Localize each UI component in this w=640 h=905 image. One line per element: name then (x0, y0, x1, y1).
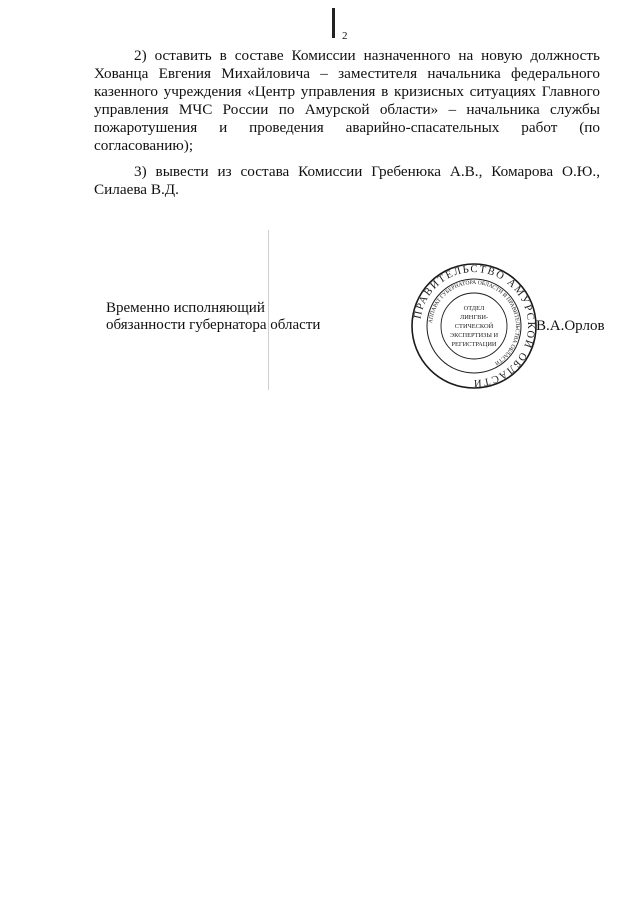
stamp-center-line-4: ЭКСПЕРТИЗЫ И (449, 332, 499, 339)
stamp-center-line-2: ЛИНГВИ- (459, 314, 489, 321)
signatory-title-line2: обязанности губернатора области (106, 317, 321, 333)
stamp-center-line-5: РЕГИСТРАЦИИ (451, 341, 497, 348)
signatory-name: В.А.Орлов (536, 318, 605, 334)
stamp-center-line-1: ОТДЕЛ (463, 305, 485, 312)
official-stamp (410, 262, 538, 390)
page-number: 2 (342, 30, 348, 42)
list-item-2: 2) оставить в составе Комиссии назначенного на новую должность Хованца Евгения Михайловича – заместителя начальника федерального казенного учреждения «Центр управления в кризисных ситуациях Главного управления МЧС России по Амурской области» – начальника службы пожаротушения и проведения аварийно-спасательных работ (по согласованию); (94, 47, 600, 154)
scan-mark (332, 8, 335, 38)
signatory-title-line1: Временно исполняющий (106, 300, 265, 316)
list-item-3: 3) вывести из состава Комиссии Гребенюка А.В., Комарова О.Ю., Силаева В.Д. (94, 163, 600, 198)
stamp-outer-text: ПРАВИТЕЛЬСТВО АМУРСКОЙ ОБЛАСТИ (412, 263, 537, 389)
signatory-title (106, 300, 320, 334)
stamp-inner-text: АППАРАТ ГУБЕРНАТОРА ОБЛАСТИ И ПРАВИТЕЛЬСТВА ОБЛАСТИ (428, 279, 521, 366)
stamp-center-line-3: СТИЧЕСКОЙ (454, 323, 494, 330)
